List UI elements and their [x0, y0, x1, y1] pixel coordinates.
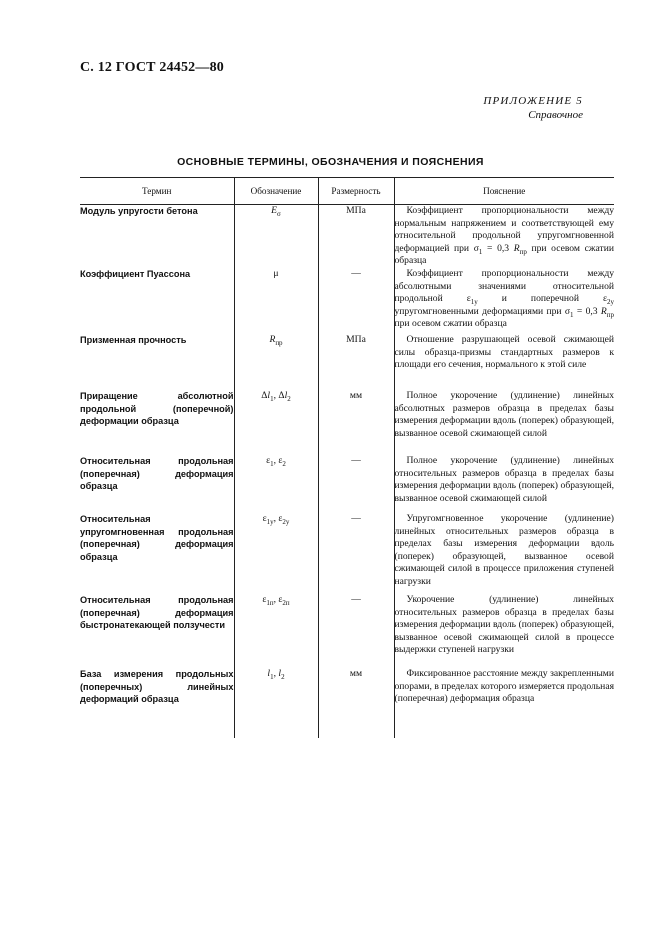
symbol-main: E [271, 205, 278, 216]
symbol-cell: $\varepsilon_1$, $\varepsilon_2$ [234, 455, 318, 513]
header-explanation: Пояснение [394, 178, 614, 205]
unit-cell: мм [318, 390, 394, 455]
symbol-cell: $R_{пр}$ [234, 334, 318, 390]
term-cell: Относительная продольная (поперечная) деформация образца [80, 455, 234, 492]
symbol-cell: μ [234, 268, 318, 334]
explanation-formula: $\sigma_1 = 0,3$ $R_{пр}$ при осевом сжатии образца [394, 305, 614, 330]
symbol-cell: $\Delta l_1$, $\Delta l_2$ [234, 390, 318, 455]
unit-cell: — [318, 455, 394, 513]
unit-cell: — [318, 268, 394, 334]
unit-cell: МПа [318, 205, 394, 268]
unit-cell: — [318, 594, 394, 668]
symbol-sub: σ [277, 210, 281, 218]
unit-cell: — [318, 513, 394, 594]
term-cell: Коэффициент Пуассона [80, 268, 191, 279]
explanation-cell: Укорочение (удлинение) линейных относительных размеров образца в пределах базы измерения деформации вдоль (поперек) образующей, вызванное осевой сжимающей силой в процессе выдержки ступеней нагрузки [394, 594, 614, 668]
appendix-number: ПРИЛОЖЕНИЕ 5 [483, 95, 583, 107]
explanation-cell: Фиксированное расстояние между закрепленными опорами, в пределах которого измеряется продольная (поперечная) деформация образца [394, 668, 614, 738]
header-term: Термин [80, 178, 234, 205]
symbol-cell [234, 205, 318, 268]
explanation-cell [394, 205, 614, 268]
explanation-cell: Коэффициент пропорциональности между абсолютными значениями относительной продольной $\varepsilon_{1y}$ и поперечной $\varepsilon_{2y}$ упругомгновенными деформациями при $\sigma_1 = 0,3$ $R_{пр}$ при осевом сжатии образца [394, 268, 614, 334]
table-row [80, 455, 614, 513]
explanation-cell: Полное укорочение (удлинение) линейных абсолютных размеров образца в пределах базы измерения деформации вдоль (поперек) образующей, вызванное осевой сжимающей силой [394, 390, 614, 455]
explanation-cell: Полное укорочение (удлинение) линейных относительных размеров образца в пределах базы измерения деформации вдоль (поперек) образующей, вызванное осевой сжимающей силой [394, 455, 614, 513]
explanation-cell: Отношение разрушающей осевой сжимающей силы образца-призмы стандартных размеров к площади его сечения, нормального к этой силе [394, 334, 614, 390]
table-row [80, 594, 614, 668]
term-cell: Модуль упругости бетона [80, 206, 198, 216]
table-row [80, 205, 614, 268]
explanation-formula: $\sigma_1 = 0,3$ $R_{пр}$ при осевом сжатии образца [394, 242, 614, 267]
table-row [80, 334, 614, 390]
appendix-note: Справочное [528, 109, 583, 121]
table-row [80, 513, 614, 594]
appendix-label [483, 94, 583, 122]
header-symbol: Обозначение [234, 178, 318, 205]
unit-cell: МПа [318, 334, 394, 390]
header-unit: Размерность [318, 178, 394, 205]
table-row [80, 268, 614, 334]
symbol-cell: $l_1$, $l_2$ [234, 668, 318, 738]
term-cell: База измерения продольных (поперечных) линейных деформаций образца [80, 668, 234, 705]
terms-table [80, 177, 614, 738]
symbol-cell: $\varepsilon_{1п}$, $\varepsilon_{2п}$ [234, 594, 318, 668]
document-title: ОСНОВНЫЕ ТЕРМИНЫ, ОБОЗНАЧЕНИЯ И ПОЯСНЕНИЯ [177, 156, 484, 168]
term-cell: Относительная продольная (поперечная) деформация быстронатекающей ползучести [80, 594, 234, 631]
explanation-cell: Упругомгновенное укорочение (удлинение) линейных относительных размеров образца в пределах базы измерения деформации вдоль (поперек) образующей, вызванное осевой сжимающей силой в процессе приложения ступеней нагрузки [394, 513, 614, 594]
table-row [80, 668, 614, 738]
term-cell: Приращение абсолютной продольной (поперечной) деформации образца [80, 390, 234, 427]
term-cell: Призменная прочность [80, 334, 187, 345]
table-header-row [80, 178, 614, 205]
term-cell: Относительная упругомгновенная продольная (поперечная) деформация образца [80, 513, 234, 562]
unit-cell: мм [318, 668, 394, 738]
page-header: С. 12 ГОСТ 24452—80 [80, 60, 224, 75]
symbol-cell: $\varepsilon_{1y}$, $\varepsilon_{2y}$ [234, 513, 318, 594]
explanation-text: Коэффициент пропорциональности между нормальным напряжением и соответствующей ему относительной продольной упругомгновенной деформацией при [394, 205, 614, 254]
table-row [80, 390, 614, 455]
